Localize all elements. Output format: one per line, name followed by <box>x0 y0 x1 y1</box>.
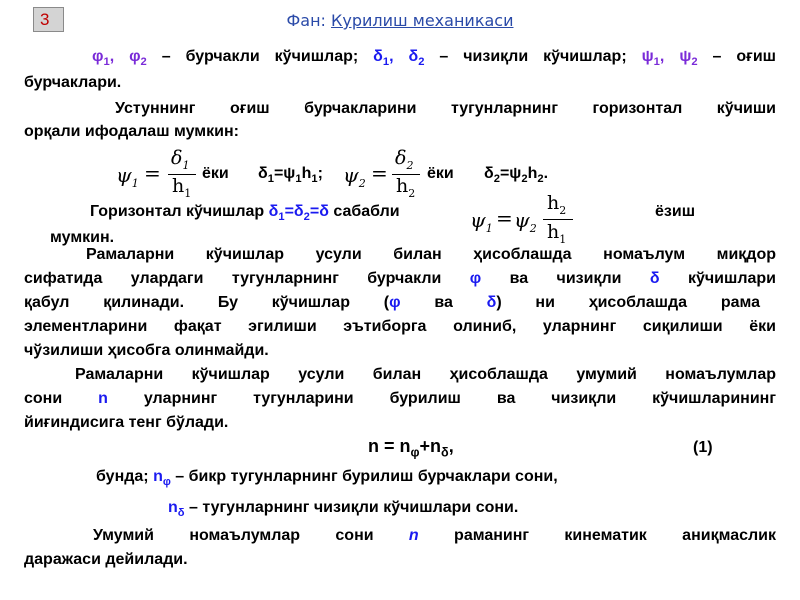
para6-line2: даражаси дейилади. <box>24 551 188 568</box>
subject-link[interactable]: Курилиш механикаси <box>331 11 514 30</box>
para4-line4: элементларини фақат эгилиши эътиборга олиниб, уларнинг сиқилиши ёки <box>24 318 776 335</box>
psi-symbols: $\psi_1$, $\psi_2$ <box>641 48 698 69</box>
para2-line1: Устуннинг оғиш бурчакларини тугунларнинг горизонтал кўчиши <box>115 100 776 117</box>
slide-number: 3 <box>33 7 64 32</box>
equation-main: $n = n_\varphi+n_\delta$, <box>368 436 454 460</box>
equation-number: (1) <box>693 439 713 456</box>
para3-line1: Горизонтал кўчишлар $\delta_1=\delta_2=\delta$ сабабли <box>90 203 400 224</box>
delta-symbols: $\delta_1$, $\delta_2$ <box>373 48 425 69</box>
subject-prefix: Фан: <box>286 11 332 30</box>
para4-line5: чўзилиши ҳисобга олинмайди. <box>24 342 269 359</box>
para4-line2: сифатида улардаги тугунларнинг бурчакли φ ва чизиқли δ кўчишлари <box>24 270 777 287</box>
formula-psi2: $\psi_2$ = $\delta_2$ $h_2$ <box>343 147 423 203</box>
para1-line2: бурчаклари. <box>24 74 122 91</box>
subject-heading <box>0 11 800 30</box>
delta1-relation: $\delta_1=\psi_1h_1$; <box>258 165 323 186</box>
para3-line2: мумкин. <box>50 229 115 246</box>
where-line1: бунда; $n_\varphi$ – бикр тугунларнинг бурилиш бурчаклари сони, <box>96 468 558 489</box>
para3-write: ёзиш <box>655 203 696 220</box>
formula-psi-ratio: $\psi_1$ = $\psi_2$ $h_2$ $h_1$ <box>470 192 575 250</box>
para4-line1: Рамаларни кўчишлар усули билан ҳисоблашда номаълум миқдор <box>86 246 776 263</box>
where-line2: $n_\delta$ – тугунларнинг чизиқли кўчишлари сони. <box>168 499 519 520</box>
para5-line1: Рамаларни кўчишлар усули билан ҳисоблашда умумий номаълумлар <box>75 366 776 383</box>
para5-line3: йиғиндисига тенг бўлади. <box>24 414 229 431</box>
phi1-symbol: $\varphi_1$, $\varphi_2$ <box>92 48 147 69</box>
para4-line3: қабул қилинади. Бу кўчишлар (φ ва δ) ни ҳисоблашда рама <box>24 294 761 311</box>
formula-psi1: $\psi_1$ = $\delta_1$ $h_1$ <box>116 147 196 203</box>
para2-line2: орқали ифодалаш мумкин: <box>24 123 239 140</box>
delta2-relation: $\delta_2=\psi_2h_2$. <box>484 165 549 186</box>
delta-equality: $\delta_1=\delta_2=\delta$ <box>268 203 329 224</box>
or-word-1: ёки <box>202 165 229 182</box>
para5-line2: сони n уларнинг тугунларини бурилиш ва чизиқли кўчишларининг <box>24 390 776 407</box>
para-angular-displacements: $\varphi_1$, $\varphi_2$ – бурчакли кўчишлар; $\delta_1$, $\delta_2$ – чизиқли кўчишлар; $\psi_1$, $\psi_2$ – оғиш <box>92 48 777 69</box>
para6-line1: Умумий номаълумлар сони n раманинг кинематик аниқмаслик <box>93 527 777 544</box>
or-word-2: ёки <box>427 165 454 182</box>
